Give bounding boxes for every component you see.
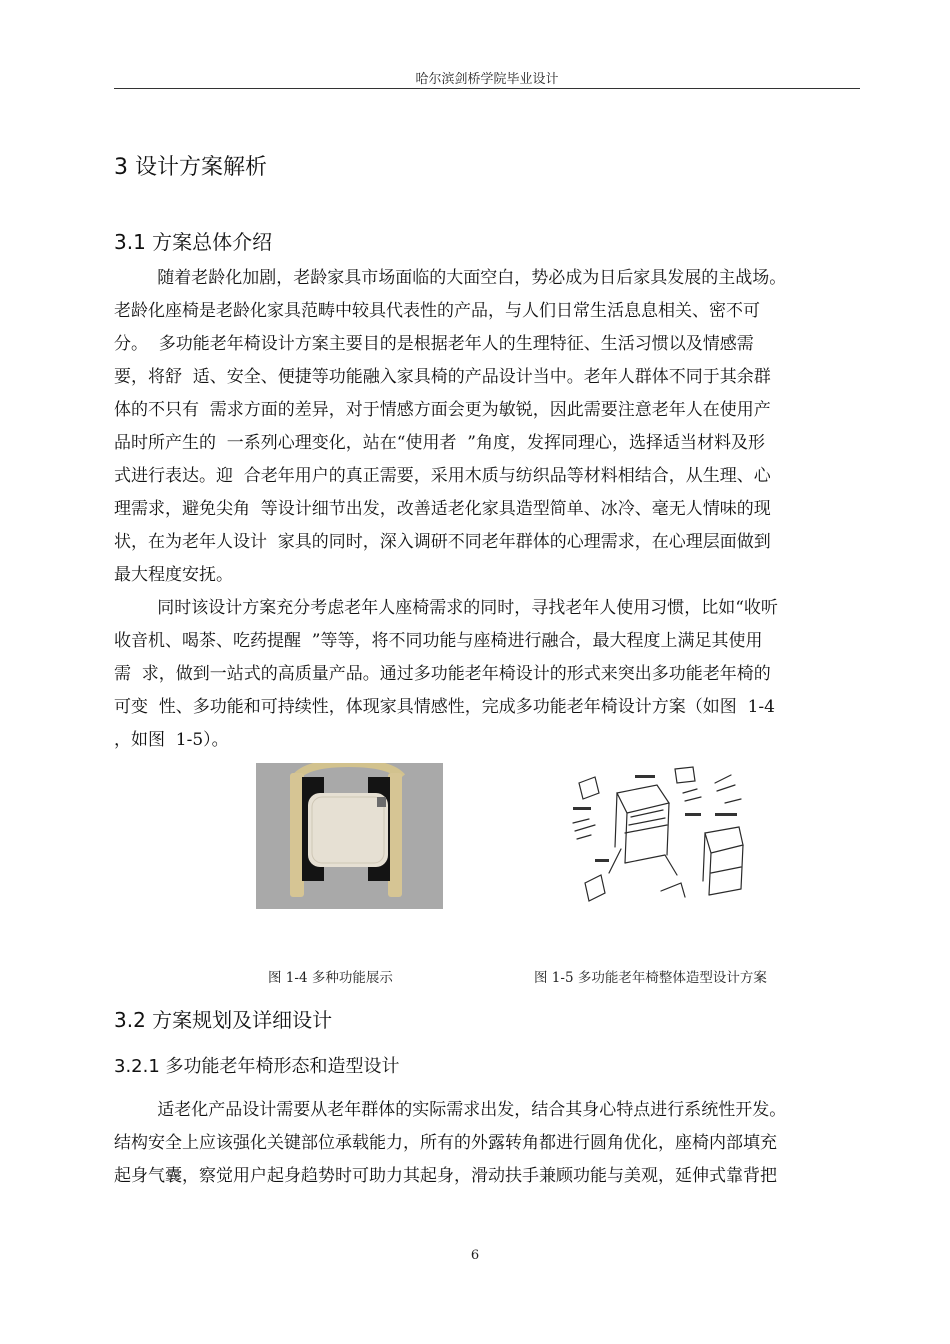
paragraph-functions (114, 592, 860, 757)
header-rule (114, 88, 860, 89)
text-line: 起身气囊，察觉用户起身趋势时可助力其起身，滑动扶手兼顾功能与美观，延伸式靠背把 (114, 1166, 777, 1186)
section-heading-3-1: 3.1 方案总体介绍 (114, 230, 273, 254)
text-line: ，如图 1-5）。 (114, 730, 229, 750)
text-line: 体的不只有 需求方面的差异，对于情感方面会更为敏锐，因此需要注意老年人在使用产 (114, 400, 771, 420)
text-line: 适老化产品设计需要从老年群体的实际需求出发，结合其身心特点进行系统性开发。 (114, 1100, 787, 1120)
text-line: 最大程度安抚。 (114, 565, 233, 585)
subsection-heading-3-2-1: 3.2.1 多功能老年椅形态和造型设计 (114, 1056, 400, 1077)
text-line: 式进行表达。迎 合老年用户的真正需要，采用木质与纺织品等材料相结合，从生理、心 (114, 466, 771, 486)
text-line: 收音机、喝茶、吃药提醒 ”等等，将不同功能与座椅进行融合，最大程度上满足其使用 (114, 631, 763, 651)
text-line: 可变 性、多功能和可持续性，体现家具情感性，完成多功能老年椅设计方案（如图 1-4 (114, 697, 775, 717)
running-header: 哈尔滨剑桥学院毕业设计 (415, 72, 559, 87)
figure-1-5-design-sketch (565, 763, 755, 909)
text-line: 老龄化座椅是老龄化家具范畴中较具代表性的产品，与人们日常生活息息相关、密不可 (114, 301, 760, 321)
text-line: 结构安全上应该强化关键部位承载能力，所有的外露转角都进行圆角优化，座椅内部填充 (114, 1133, 777, 1153)
page-number: 6 (470, 1248, 480, 1263)
text-line: 同时该设计方案充分考虑老年人座椅需求的同时，寻找老年人使用习惯，比如“收听 (114, 598, 778, 618)
text-line: 随着老龄化加剧，老龄家具市场面临的大面空白，势必成为日后家具发展的主战场。 (114, 268, 787, 288)
text-line: 分。 多功能老年椅设计方案主要目的是根据老年人的生理特征、生活习惯以及情感需 (114, 334, 754, 354)
figure-caption-1-5: 图 1-5 多功能老年椅整体造型设计方案 (534, 970, 767, 986)
chapter-heading: 3 设计方案解析 (114, 155, 267, 180)
text-line: 需 求，做到一站式的高质量产品。通过多功能老年椅设计的形式来突出多功能老年椅的 (114, 664, 771, 684)
text-line: 要，将舒 适、安全、便捷等功能融入家具椅的产品设计当中。老年人群体不同于其余群 (114, 367, 771, 387)
section-heading-3-2: 3.2 方案规划及详细设计 (114, 1008, 333, 1032)
paragraph-overview (114, 262, 860, 592)
text-line: 理需求，避免尖角 等设计细节出发，改善适老化家具造型简单、冰冷、毫无人情味的现 (114, 499, 771, 519)
paragraph-form-design (114, 1094, 860, 1193)
text-line: 品时所产生的 一系列心理变化，站在“使用者 ”角度，发挥同理心，选择适当材料及形 (114, 433, 765, 453)
text-line: 状，在为老年人设计 家具的同时，深入调研不同老年群体的心理需求，在心理层面做到 (114, 532, 771, 552)
figure-1-4-chair-render (256, 763, 443, 909)
figure-caption-1-4: 图 1-4 多种功能展示 (268, 970, 393, 986)
